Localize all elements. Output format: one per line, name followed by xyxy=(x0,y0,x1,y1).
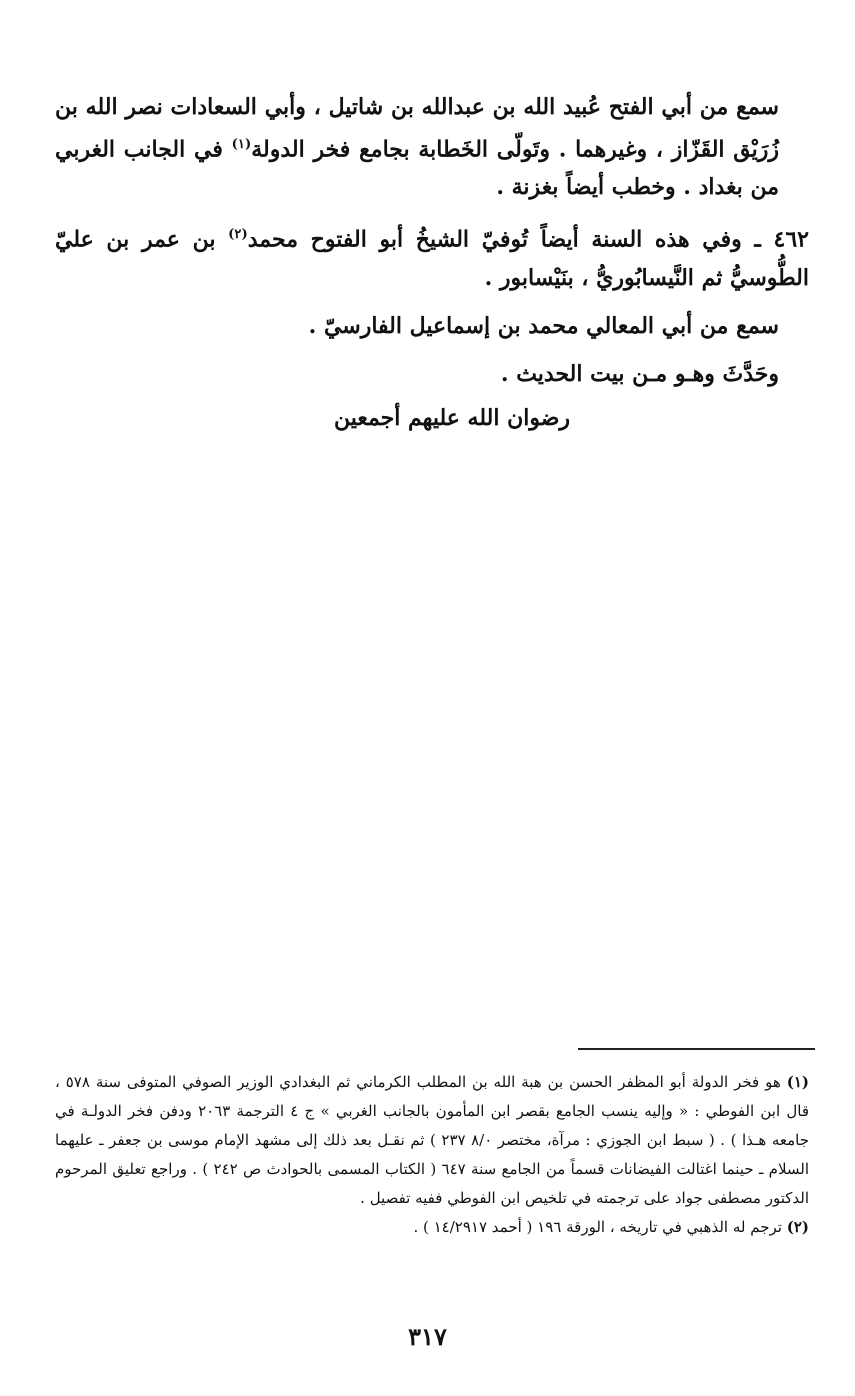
page-number: ٣١٧ xyxy=(408,1322,447,1351)
entry-2-heading-rest: بن عمر بن عليّ الطُّوسيُّ ثم النَّيسابُوريُّ ، بنَيْسابور . xyxy=(55,226,809,291)
entry-1-line-2: في الجانب الغربي من بغداد . وخطب أيضاً بغزنة . xyxy=(55,136,779,201)
footnote-2-number: (٢) xyxy=(786,1218,809,1236)
footnote-ref-2: (٢) xyxy=(228,227,248,243)
main-text xyxy=(55,88,809,437)
footnote-1-number: (١) xyxy=(786,1073,809,1091)
footnote-2 xyxy=(55,1213,809,1242)
footnote-ref-1: (١) xyxy=(231,137,252,152)
footnote-1 xyxy=(55,1068,809,1213)
footnotes-section xyxy=(55,1068,809,1242)
closing-line: رضوان الله عليهم أجمعين xyxy=(333,404,571,431)
entry-1-line-1: سمع من أبي الفتح عُبيد الله بن عبدالله بن شاتيل ، وأبي السعادات نصر الله بن زُرَيْق القَزّاز ، وغيرهما . وتَولّى الخَطابة بجامع فخر الدولة xyxy=(55,94,779,163)
entry-2-heading-text: ٤٦٢ ـ وفي هذه السنة أيضاً تُوفيّ الشيخُ أبو الفتوح محمد xyxy=(247,226,809,253)
footnote-1-text: هو فخر الدولة أبو المظفر الحسن بن هبة الله بن المطلب الكرماني ثم البغدادي الوزير الصوفي المتوفى سنة ٥٧٨ ، قال ابن الفوطي : « وإليه ينسب الجامع بقصر ابن المأمون بالجانب الغربي » ج ٤ الترجمة ٢٠٦٣ ودفن فخر الدولـة في جامعه هـذا ) . ( سبط ابن الجوزي : مرآة، مختصر ٨/٠ ٢٣٧ ) ثم نقـل بعد ذلك إلى مشهد الإمام موسى بن جعفر ـ عليهما السلام ـ حينما اغتالت الفيضانات قسماً من الجامع سنة ٦٤٧ ( الكتاب المسمى بالحوادث ص ٢٤٢ ) . وراجع تعليق المرحوم الدكتور مصطفى جواد على ترجمته في تلخيص ابن الفوطي ففيه تفصيل . xyxy=(55,1073,810,1207)
footnote-divider xyxy=(578,1048,815,1050)
entry-2-line-2: وحَدَّثَ وهـو مـن بيت الحديث . xyxy=(500,360,779,387)
footnote-2-text: ترجم له الذهبي في تاريخه ، الورقة ١٩٦ ( أحمد ١٤/٢٩١٧ ) . xyxy=(413,1218,782,1236)
entry-2-line-1: سمع من أبي المعالي محمد بن إسماعيل الفارسيّ . xyxy=(308,312,779,339)
entry-2-heading xyxy=(55,216,809,296)
entry-1-paragraph xyxy=(55,88,809,206)
